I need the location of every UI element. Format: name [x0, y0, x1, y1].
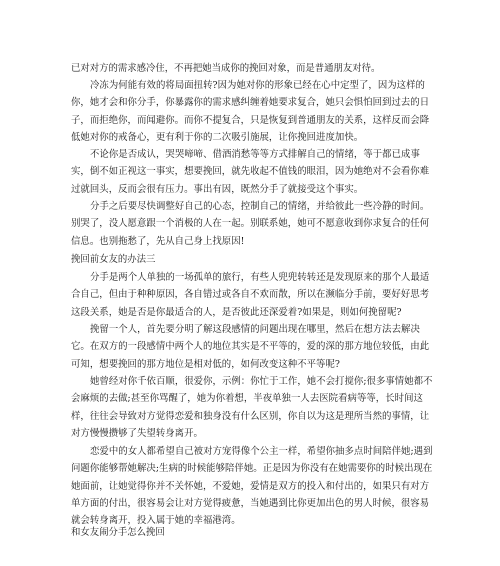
paragraph-accept: 不论你是否成认，哭哭啼啼、借酒消愁等等方式排解自己的情绪，等于都已成事实，倒不如正视这一事实，想要挽回，就先收起不值钱的眼泪，因为她绝对不会看你难过就回头，反而会很有压力。事出有因，既然分手了就接受这个事实。: [71, 149, 430, 195]
paragraph-past: 她曾经对你千依百顺，很爱你，示例：你忙于工作，她不会打搅你;很多事情她都不会麻烦的去做;甚至你骂醒了，她为你着想，半夜单独一人去医院看病等等，长时间这样，往往会导致对方觉得恋爱和独身没有什么区别，你自以为这是理所当然的事情，让对方慢慢攒够了失望转身离开。: [71, 376, 433, 439]
paragraph-journey: 分手是两个人单独的一场孤单的旅行，有些人兜兜转转还是发现原来的那个人最适合自己，但由于种种原因，各自错过或各自不欢而散，所以在濒临分手前，要好好思考这段关系，她是否是你最适合的人，是否彼此还深爱着?如果是，则如何挽留呢?: [71, 272, 430, 318]
intro-line: 已对对方的需求感冷住，不再把她当成你的挽回对象，而是普通朋友对待。: [71, 63, 381, 74]
paragraph-calm: 分手之后要尽快调整好自己的心态，控制自己的情绪，并给彼此一些冷静的时间。别哭了，没人愿意跟一个消极的人在一起。别联系她，她可不愿意收到你求复合的任何信息。也别拖愁了，先从自己身上找原因!: [71, 201, 430, 247]
section-heading: 挽回前女友的办法三: [71, 254, 156, 265]
paragraph-freeze: 冷冻为何能有效的将局面扭转?因为她对你的形象已经在心中定型了，因为这样的你，她才会和你分手，你暴露你的需求感纠缠着她要求复合，她只会惧怕回到过去的日子，而拒绝你，而闻避你。而你不提复合，只是恢复到普通朋友的关系，这样反而会降低她对你的戒备心，更有利于你的二次吸引施展，让你挽回进度加快。: [71, 80, 430, 143]
paragraph-princess: 恋爱中的女人都希望自己被对方宠得像个公主一样，希望你抽多点时间陪伴她;遇到问题你能够帮她解决;生病的时候能够陪伴她。正是因为你没有在她需要你的时候出现在她面前，让她觉得你并不关怀她，不爱她，爱情是双方的投入和付出的，如果只有对方单方面的付出，很容易会让对方觉得疲惫，当她遇到比你更加出色的男人时候，很容易就会转身离开，投入属于她的幸福港湾。: [71, 446, 433, 527]
paragraph-problem: 挽留一个人，首先要分明了解这段感情的问题出现在哪里，然后在想方法去解决它。在双方的一段感情中两个人的地位其实是不平等的，爱的深的那方地位较低，由此可知，想要挽回的那方地位是相对低的，如何改变这种不平等呢?: [71, 324, 430, 370]
footer-line: 和女友闹分手怎么挽回: [71, 527, 165, 538]
